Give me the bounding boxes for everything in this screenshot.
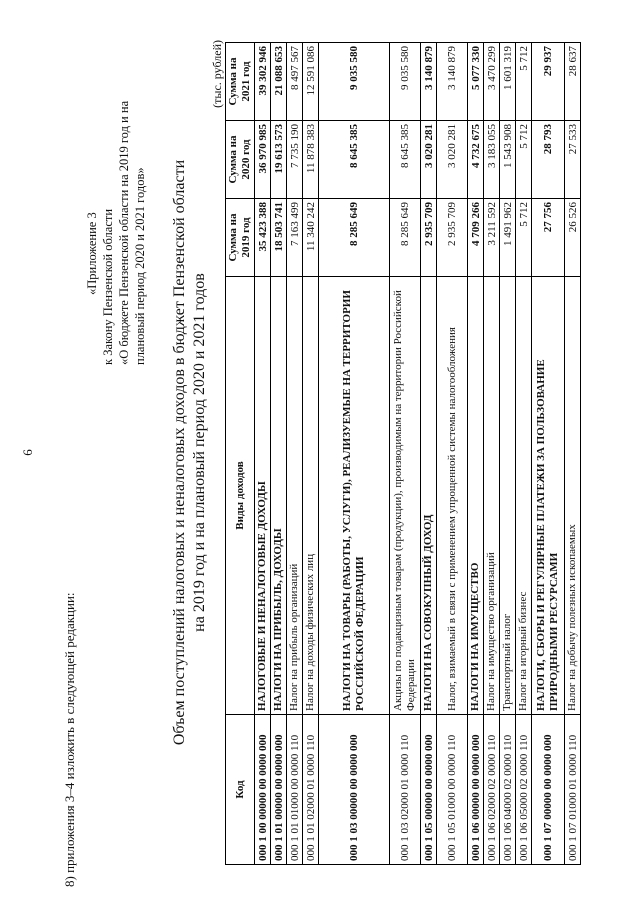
table-body: [255, 43, 581, 865]
row-2019: 3 211 592: [484, 199, 500, 277]
row-code: 000 1 00 00000 00 0000 000: [255, 715, 271, 865]
row-code: 000 1 05 00000 00 0000 000: [421, 715, 437, 865]
table-row: [390, 43, 421, 865]
row-2021: 28 637: [565, 43, 581, 121]
page-number: 6: [20, 449, 35, 456]
row-2020: 7 735 190: [287, 121, 303, 199]
table-row: [468, 43, 484, 865]
row-2019: 7 163 499: [287, 199, 303, 277]
row-2021: 8 497 567: [287, 43, 303, 121]
row-2019: 2 935 709: [437, 199, 468, 277]
row-code: 000 1 06 05000 02 0000 110: [516, 715, 532, 865]
document-title: [170, 0, 210, 905]
row-code: 000 1 01 01000 00 0000 110: [287, 715, 303, 865]
row-code: 000 1 01 02000 01 0000 110: [303, 715, 319, 865]
row-2021: 39 302 946: [255, 43, 271, 121]
row-2019: 8 285 649: [319, 199, 390, 277]
table-row: [303, 43, 319, 865]
row-2021: 12 591 086: [303, 43, 319, 121]
table-row: [516, 43, 532, 865]
header-name: Виды доходов: [226, 277, 255, 715]
appendix-header: [84, 25, 148, 365]
table-header-row: [226, 43, 255, 865]
revenue-table: [225, 42, 581, 865]
title-line-2: на 2019 год и на плановый период 2020 и 2021 годов: [191, 273, 208, 632]
header-2021: Сумма на 2021 год: [226, 43, 255, 121]
row-2019: 5 712: [516, 199, 532, 277]
appendix-line-2: к Закону Пензенской области: [101, 208, 115, 365]
row-2020: 4 732 675: [468, 121, 484, 199]
row-2020: 28 793: [532, 121, 565, 199]
row-name: НАЛОГИ НА ПРИБЫЛЬ, ДОХОДЫ: [271, 277, 287, 715]
table-row: [532, 43, 565, 865]
row-2020: 19 613 573: [271, 121, 287, 199]
table-row: [421, 43, 437, 865]
row-2020: 3 183 055: [484, 121, 500, 199]
row-code: 000 1 03 00000 00 0000 000: [319, 715, 390, 865]
row-name: НАЛОГИ, СБОРЫ И РЕГУЛЯРНЫЕ ПЛАТЕЖИ ЗА ПОЛЬЗОВАНИЕ ПРИРОДНЫМИ РЕСУРСАМИ: [532, 277, 565, 715]
table-row: [500, 43, 516, 865]
row-2020: 1 543 908: [500, 121, 516, 199]
row-code: 000 1 07 01000 01 0000 110: [565, 715, 581, 865]
row-2021: 1 601 319: [500, 43, 516, 121]
row-name: НАЛОГИ НА СОВОКУПНЫЙ ДОХОД: [421, 277, 437, 715]
row-name: Налог на имущество организаций: [484, 277, 500, 715]
row-name: Налог на прибыль организаций: [287, 277, 303, 715]
appendix-line-3: «О бюджете Пензенской области на 2019 год и на: [117, 100, 131, 365]
table-row: [319, 43, 390, 865]
header-2019: Сумма на 2019 год: [226, 199, 255, 277]
row-code: 000 1 06 00000 00 0000 000: [468, 715, 484, 865]
row-2021: 5 077 330: [468, 43, 484, 121]
row-2019: 35 423 388: [255, 199, 271, 277]
row-2019: 1 491 962: [500, 199, 516, 277]
row-2020: 5 712: [516, 121, 532, 199]
row-code: 000 1 06 04000 02 0000 110: [500, 715, 516, 865]
row-2019: 4 709 266: [468, 199, 484, 277]
table-row: [484, 43, 500, 865]
row-2021: 21 088 653: [271, 43, 287, 121]
row-2021: 3 140 879: [421, 43, 437, 121]
row-code: 000 1 06 02000 02 0000 110: [484, 715, 500, 865]
row-code: 000 1 01 00000 00 0000 000: [271, 715, 287, 865]
row-2019: 18 503 741: [271, 199, 287, 277]
intro-text: 8) приложения 3–4 изложить в следующей редакции:: [62, 592, 77, 887]
row-2020: 8 645 385: [319, 121, 390, 199]
row-name: Налог на доходы физических лиц: [303, 277, 319, 715]
row-2020: 8 645 385: [390, 121, 421, 199]
row-2019: 27 756: [532, 199, 565, 277]
header-code: Код: [226, 715, 255, 865]
table-row: [271, 43, 287, 865]
row-name: НАЛОГИ НА ТОВАРЫ (РАБОТЫ, УСЛУГИ), РЕАЛИЗУЕМЫЕ НА ТЕРРИТОРИИ РОССИЙСКОЙ ФЕДЕРАЦИИ: [319, 277, 390, 715]
row-2020: 3 020 281: [437, 121, 468, 199]
row-code: 000 1 07 00000 00 0000 000: [532, 715, 565, 865]
table-row: [287, 43, 303, 865]
row-2021: 3 470 299: [484, 43, 500, 121]
header-2020: Сумма на 2020 год: [226, 121, 255, 199]
row-2019: 8 285 649: [390, 199, 421, 277]
row-2020: 3 020 281: [421, 121, 437, 199]
table-row: [437, 43, 468, 865]
row-name: Налог на игорный бизнес: [516, 277, 532, 715]
row-2020: 11 878 383: [303, 121, 319, 199]
row-2020: 36 970 985: [255, 121, 271, 199]
appendix-line-1: «Приложение 3: [85, 212, 99, 295]
row-2019: 2 935 709: [421, 199, 437, 277]
appendix-line-4: плановый период 2020 и 2021 годов»: [133, 167, 147, 365]
table-row: [565, 43, 581, 865]
row-name: Акцизы по подакцизным товарам (продукции), производимым на территории Российской Федерации: [390, 277, 421, 715]
row-code: 000 1 05 01000 00 0000 110: [437, 715, 468, 865]
row-name: НАЛОГОВЫЕ И НЕНАЛОГОВЫЕ ДОХОДЫ: [255, 277, 271, 715]
row-2021: 9 035 580: [319, 43, 390, 121]
title-line-1: Объем поступлений налоговых и неналоговых доходов в бюджет Пензенской области: [171, 159, 188, 746]
row-2021: 29 937: [532, 43, 565, 121]
table-row: [255, 43, 271, 865]
row-2021: 5 712: [516, 43, 532, 121]
row-2021: 9 035 580: [390, 43, 421, 121]
row-name: НАЛОГИ НА ИМУЩЕСТВО: [468, 277, 484, 715]
row-2020: 27 533: [565, 121, 581, 199]
row-2019: 11 340 242: [303, 199, 319, 277]
row-2021: 3 140 879: [437, 43, 468, 121]
row-2019: 26 526: [565, 199, 581, 277]
row-code: 000 1 03 02000 01 0000 110: [390, 715, 421, 865]
unit-label: (тыс. рублей): [210, 40, 224, 108]
row-name: Налог на добычу полезных ископаемых: [565, 277, 581, 715]
row-name: Налог, взимаемый в связи с применением упрощенной системы налогообложения: [437, 277, 468, 715]
row-name: Транспортный налог: [500, 277, 516, 715]
